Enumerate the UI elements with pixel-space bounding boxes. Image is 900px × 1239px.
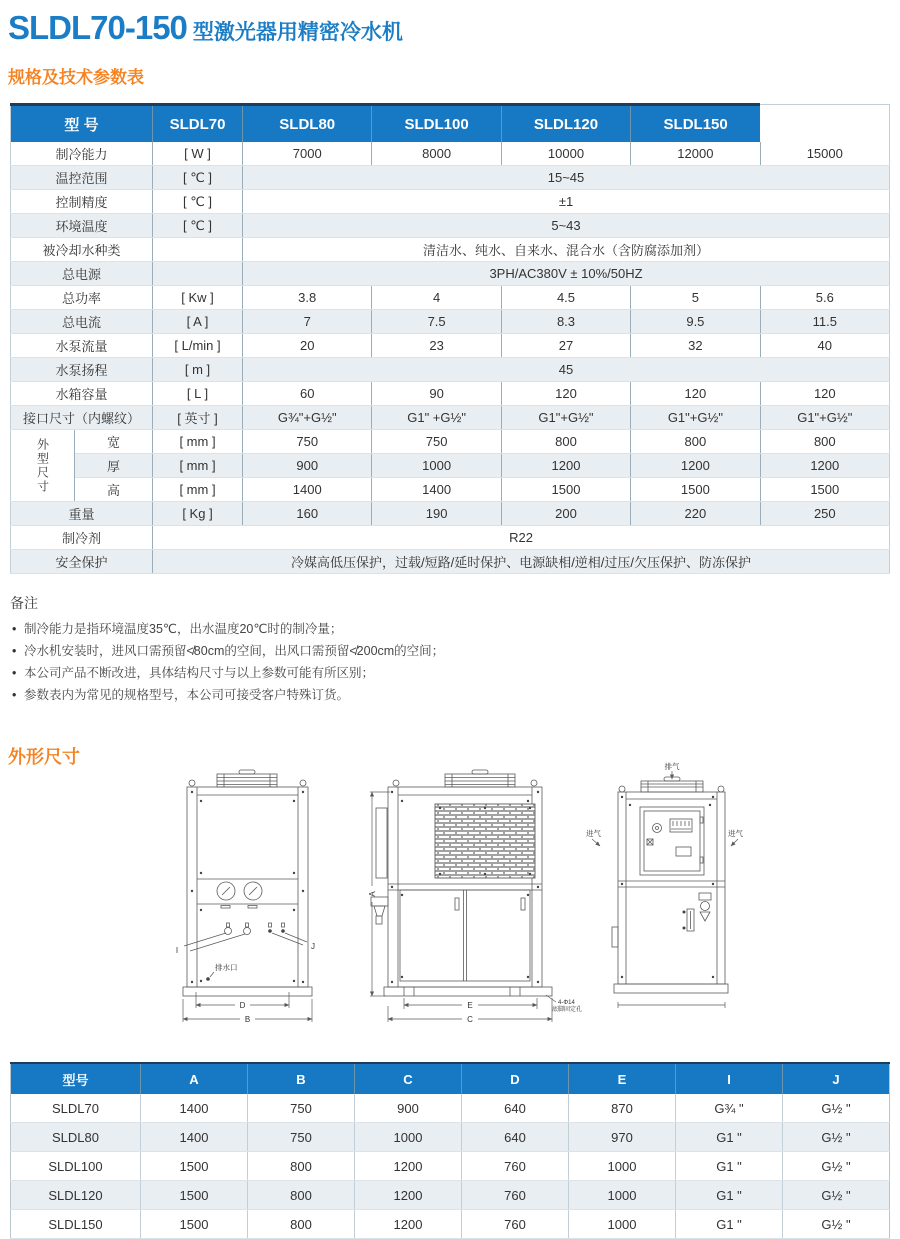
spec-col-header: SLDL80 xyxy=(243,105,372,143)
dim-cell-value: 1500 xyxy=(141,1152,248,1181)
spec-row xyxy=(11,526,890,550)
spec-cell-value: 1200 xyxy=(501,454,630,478)
spec-col-header: SLDL150 xyxy=(631,105,760,143)
spec-row-label: 环境温度 xyxy=(11,214,153,238)
spec-row-unit xyxy=(153,238,243,262)
spec-cell-value: 190 xyxy=(372,502,501,526)
dim-cell-value: 1400 xyxy=(141,1094,248,1123)
spec-row-unit: [ ℃ ] xyxy=(153,190,243,214)
note-item: • 本公司产品不断改进，具体结构尺寸与以上参数可能有所区别； xyxy=(10,662,900,684)
spec-row-unit: [ W ] xyxy=(153,142,243,166)
dim-b-label: B xyxy=(244,1015,251,1024)
spec-cell-value: 1500 xyxy=(760,478,889,502)
spec-row xyxy=(11,214,890,238)
dim-cell-value: 750 xyxy=(248,1123,355,1152)
note-item: • 制冷能力是指环境温度35℃，出水温度20℃时的制冷量； xyxy=(10,618,900,640)
dim-cell-value: 760 xyxy=(462,1152,569,1181)
spec-row-unit xyxy=(153,262,243,286)
spec-cell-value: 8000 xyxy=(372,142,501,166)
spec-cell-value: 7.5 xyxy=(372,310,501,334)
spec-cell-value: 120 xyxy=(631,382,760,406)
dim-cell-value: 1200 xyxy=(355,1152,462,1181)
spec-cell-value: 90 xyxy=(372,382,501,406)
spec-cell-value: 5 xyxy=(631,286,760,310)
spec-cell-value: 40 xyxy=(760,334,889,358)
dim-row-model: SLDL70 xyxy=(11,1094,141,1123)
spec-cell-value: G1" +G½" xyxy=(372,406,501,430)
dim-table-row xyxy=(11,1094,890,1123)
dim-table-row xyxy=(11,1181,890,1210)
dim-cell-value: G1 " xyxy=(676,1152,783,1181)
dim-col-header: E xyxy=(569,1063,676,1094)
spec-row-unit: [ mm ] xyxy=(153,454,243,478)
spec-cell-value: G¾"+G½" xyxy=(243,406,372,430)
spec-row-value: 45 xyxy=(243,358,890,382)
dim-col-header: J xyxy=(783,1063,890,1094)
spec-cell-value: 3.8 xyxy=(243,286,372,310)
dim-table-row xyxy=(11,1152,890,1181)
dim-cell-value: 870 xyxy=(569,1094,676,1123)
spec-row-label: 温控范围 xyxy=(11,166,153,190)
dim-cell-value: G¾ " xyxy=(676,1094,783,1123)
spec-row-value: ±1 xyxy=(243,190,890,214)
note-item: • 冷水机安装时，进风口需预留≮80cm的空间，出风口需预留≮200cm的空间； xyxy=(10,640,900,662)
spec-row xyxy=(11,238,890,262)
spec-col-header: SLDL70 xyxy=(153,105,243,143)
spec-row-unit: [ mm ] xyxy=(153,430,243,454)
spec-cell-value: 7000 xyxy=(243,142,372,166)
spec-cell-value: G1"+G½" xyxy=(760,406,889,430)
spec-col-header: SLDL100 xyxy=(372,105,501,143)
dim-d-label: D xyxy=(239,1001,246,1010)
spec-row-label: 总功率 xyxy=(11,286,153,310)
dimension-table xyxy=(10,1062,890,1239)
spec-cell-value: 1200 xyxy=(631,454,760,478)
spec-cell-value: 4 xyxy=(372,286,501,310)
spec-cell-value: 23 xyxy=(372,334,501,358)
spec-row-label: 被冷却水种类 xyxy=(11,238,153,262)
exhaust-label: 排气 xyxy=(664,762,680,771)
dim-cell-value: G½ " xyxy=(783,1094,890,1123)
dim-cell-value: 1000 xyxy=(569,1210,676,1239)
spec-row xyxy=(11,262,890,286)
spec-section-heading: 规格及技术参数表 xyxy=(8,68,144,87)
dim-cell-value: G½ " xyxy=(783,1210,890,1239)
dim-cell-value: 800 xyxy=(248,1181,355,1210)
spec-cell-value: 200 xyxy=(501,502,630,526)
spec-row xyxy=(11,406,890,430)
spec-row-label: 接口尺寸（内螺纹） xyxy=(11,406,153,430)
dim-col-header: A xyxy=(141,1063,248,1094)
spec-row-unit: [ ℃ ] xyxy=(153,214,243,238)
dim-cell-value: 800 xyxy=(248,1152,355,1181)
note-item: • 参数表内为常见的规格型号，本公司可接受客户特殊订货。 xyxy=(10,684,900,706)
spec-header-row xyxy=(11,105,890,143)
spec-cell-value: G1"+G½" xyxy=(631,406,760,430)
spec-col-header: SLDL120 xyxy=(501,105,630,143)
spec-row-unit: [ Kw ] xyxy=(153,286,243,310)
spec-row-label: 重量 xyxy=(11,502,153,526)
dim-cell-value: 760 xyxy=(462,1181,569,1210)
spec-row-unit: [ mm ] xyxy=(153,478,243,502)
spec-cell-value: 220 xyxy=(631,502,760,526)
spec-row xyxy=(11,430,890,454)
spec-cell-value: 20 xyxy=(243,334,372,358)
dim-table-row xyxy=(11,1123,890,1152)
spec-cell-value: 800 xyxy=(760,430,889,454)
dim-cell-value: G½ " xyxy=(783,1152,890,1181)
spec-row-value: R22 xyxy=(153,526,890,550)
dim-cell-value: G1 " xyxy=(676,1210,783,1239)
foot-hole-callout-line1: 4-Φ14 xyxy=(558,1000,575,1006)
spec-row-value: 3PH/AC380V ± 10%/50HZ xyxy=(243,262,890,286)
product-title-suffix: 型激光器用精密冷水机 xyxy=(192,21,403,44)
dim-cell-value: 1200 xyxy=(355,1181,462,1210)
spec-cell-value: 750 xyxy=(372,430,501,454)
spec-group-label-text: 外型尺寸 xyxy=(35,437,50,494)
dim-col-header: D xyxy=(462,1063,569,1094)
product-model-title: SLDL70-150 xyxy=(8,9,187,46)
spec-cell-value: 32 xyxy=(631,334,760,358)
drain-outlet-label: 排水口 xyxy=(215,963,238,972)
spec-row-label: 水泵扬程 xyxy=(11,358,153,382)
foot-hole-callout-line2: 底脚固定孔 xyxy=(552,1007,583,1013)
spec-row xyxy=(11,358,890,382)
spec-row-value: 清洁水、纯水、自来水、混合水（含防腐添加剂） xyxy=(243,238,890,262)
spec-row xyxy=(11,502,890,526)
spec-cell-value: 1000 xyxy=(372,454,501,478)
spec-cell-value: 60 xyxy=(243,382,372,406)
spec-cell-value: 800 xyxy=(501,430,630,454)
spec-cell-value: 250 xyxy=(760,502,889,526)
spec-row-label: 水箱容量 xyxy=(11,382,153,406)
dim-cell-value: 900 xyxy=(355,1094,462,1123)
notes-list xyxy=(10,618,900,706)
port-i-label: I xyxy=(175,946,179,955)
spec-row-label: 总电源 xyxy=(11,262,153,286)
dim-table-row xyxy=(11,1210,890,1239)
dim-e-label: E xyxy=(467,1001,473,1010)
spec-cell-value: 1500 xyxy=(501,478,630,502)
spec-row xyxy=(11,166,890,190)
spec-row-value: 冷媒高低压保护，过载/短路/延时保护、电源缺相/逆相/过压/欠压保护、防冻保护 xyxy=(153,550,890,574)
dim-col-header: C xyxy=(355,1063,462,1094)
spec-row-unit: [ L ] xyxy=(153,382,243,406)
spec-cell-value: 800 xyxy=(631,430,760,454)
intake-left-label: 进气 xyxy=(586,829,601,838)
spec-cell-value: 27 xyxy=(501,334,630,358)
spec-cell-value: 1500 xyxy=(631,478,760,502)
spec-cell-value: G1"+G½" xyxy=(501,406,630,430)
dim-row-model: SLDL120 xyxy=(11,1181,141,1210)
spec-cell-value: 160 xyxy=(243,502,372,526)
dim-cell-value: 1400 xyxy=(141,1123,248,1152)
spec-cell-value: 9.5 xyxy=(631,310,760,334)
dim-cell-value: 760 xyxy=(462,1210,569,1239)
spec-table xyxy=(10,103,890,574)
dim-table-header-row xyxy=(11,1063,890,1094)
dim-col-header: B xyxy=(248,1063,355,1094)
dim-cell-value: 1000 xyxy=(355,1123,462,1152)
spec-row-unit: [ A ] xyxy=(153,310,243,334)
dim-cell-value: 800 xyxy=(248,1210,355,1239)
spec-row-value: 5~43 xyxy=(243,214,890,238)
spec-row-unit: [ m ] xyxy=(153,358,243,382)
notes-heading: 备注 xyxy=(10,595,38,611)
spec-row-label: 安全保护 xyxy=(11,550,153,574)
spec-row-label: 水泵流量 xyxy=(11,334,153,358)
spec-cell-value: 120 xyxy=(760,382,889,406)
dim-cell-value: 750 xyxy=(248,1094,355,1123)
spec-row xyxy=(11,190,890,214)
spec-cell-value: 750 xyxy=(243,430,372,454)
dim-cell-value: 640 xyxy=(462,1094,569,1123)
spec-cell-value: 11.5 xyxy=(760,310,889,334)
spec-header-model-label: 型 号 xyxy=(11,105,153,143)
spec-row xyxy=(11,142,890,166)
rear-view-drawing xyxy=(586,761,743,1008)
spec-cell-value: 1400 xyxy=(243,478,372,502)
dim-cell-value: 1500 xyxy=(141,1181,248,1210)
spec-row xyxy=(11,334,890,358)
dim-cell-value: G1 " xyxy=(676,1123,783,1152)
spec-row-label: 制冷剂 xyxy=(11,526,153,550)
spec-row-value: 15~45 xyxy=(243,166,890,190)
spec-row-unit: [ ℃ ] xyxy=(153,166,243,190)
spec-row xyxy=(11,550,890,574)
spec-row xyxy=(11,382,890,406)
spec-cell-value: 15000 xyxy=(760,142,889,166)
page-header xyxy=(0,0,900,55)
spec-row-label: 控制精度 xyxy=(11,190,153,214)
spec-cell-value: 120 xyxy=(501,382,630,406)
dim-row-model: SLDL100 xyxy=(11,1152,141,1181)
spec-cell-value: 7 xyxy=(243,310,372,334)
spec-cell-value: 1400 xyxy=(372,478,501,502)
dim-a-label: A xyxy=(368,891,377,897)
intake-right-label: 进气 xyxy=(728,829,743,838)
outline-drawings-svg xyxy=(0,759,900,1049)
dim-row-model: SLDL150 xyxy=(11,1210,141,1239)
spec-cell-value: 8.3 xyxy=(501,310,630,334)
dim-cell-value: 1500 xyxy=(141,1210,248,1239)
spec-cell-value: 4.5 xyxy=(501,286,630,310)
dim-cell-value: G½ " xyxy=(783,1181,890,1210)
spec-row xyxy=(11,310,890,334)
spec-row-unit: [ Kg ] xyxy=(153,502,243,526)
dim-cell-value: G½ " xyxy=(783,1123,890,1152)
side-view-drawing xyxy=(368,770,582,1024)
spec-row-label: 制冷能力 xyxy=(11,142,153,166)
spec-row-label: 厚 xyxy=(75,454,153,478)
dim-col-header: 型号 xyxy=(11,1063,141,1094)
dim-cell-value: 1000 xyxy=(569,1152,676,1181)
spec-row xyxy=(11,286,890,310)
spec-cell-value: 1200 xyxy=(760,454,889,478)
port-j-label: J xyxy=(311,942,315,951)
outline-drawings xyxy=(0,759,900,1054)
dim-cell-value: 1000 xyxy=(569,1181,676,1210)
front-view-drawing xyxy=(176,770,315,1024)
notes-section xyxy=(10,594,900,706)
spec-group-label xyxy=(11,430,75,502)
spec-cell-value: 12000 xyxy=(631,142,760,166)
dim-cell-value: 640 xyxy=(462,1123,569,1152)
spec-row-unit: [ L/min ] xyxy=(153,334,243,358)
dim-cell-value: 1200 xyxy=(355,1210,462,1239)
spec-row-label: 总电流 xyxy=(11,310,153,334)
spec-cell-value: 900 xyxy=(243,454,372,478)
dim-row-model: SLDL80 xyxy=(11,1123,141,1152)
dims-section-heading: 外形尺寸 xyxy=(8,747,80,767)
dim-c-label: C xyxy=(467,1015,473,1024)
spec-cell-value: 5.6 xyxy=(760,286,889,310)
spec-row-label: 高 xyxy=(75,478,153,502)
spec-row xyxy=(11,478,890,502)
dim-cell-value: 970 xyxy=(569,1123,676,1152)
spec-cell-value: 10000 xyxy=(501,142,630,166)
spec-row-label: 宽 xyxy=(75,430,153,454)
dim-col-header: I xyxy=(676,1063,783,1094)
dim-cell-value: G1 " xyxy=(676,1181,783,1210)
spec-row-unit: [ 英寸 ] xyxy=(153,406,243,430)
spec-row xyxy=(11,454,890,478)
